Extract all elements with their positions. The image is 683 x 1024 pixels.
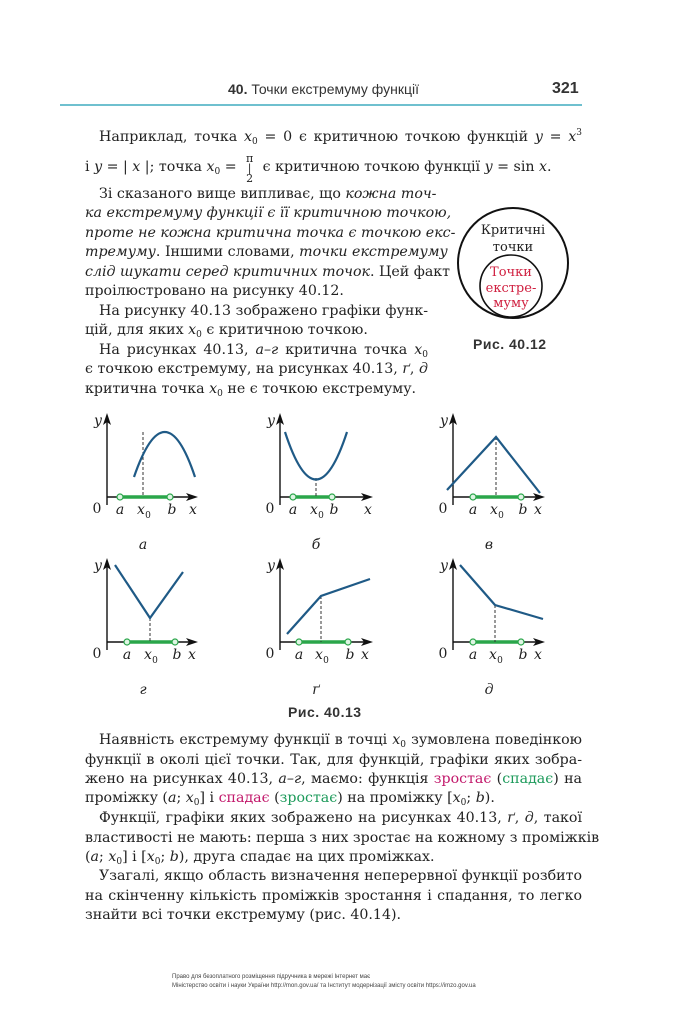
graph-panel [258,554,398,704]
text-segment: тремуму [85,244,156,260]
text-segment: ; [466,790,476,806]
text-line [85,751,582,769]
interval-endpoint-a [124,639,130,645]
panel-letter: в [484,537,494,553]
text-segment: 0 [116,857,123,867]
b-label: b [518,647,528,663]
outer-label-2: точки [492,240,534,255]
function-graph [460,565,543,619]
text-line [85,243,448,261]
graph-panel [431,554,571,704]
text-segment: x [185,790,194,806]
y-axis-label: y [440,413,448,429]
graph-content [266,558,373,698]
text-segment: = 0 є критичною точкою функцій [257,129,535,145]
origin-label: 0 [265,501,275,517]
graph-content [439,558,545,698]
text-segment: зумовлена поведінкою [406,732,582,748]
text-segment: ; [160,849,170,865]
text-segment: x [132,159,141,175]
text-segment: x [188,322,197,338]
inner-label-3: муму [493,296,529,311]
x0-label: x [144,647,152,663]
text-segment: Узагалі, якщо область визначення неперервної функції розбито [99,868,582,884]
text-segment: проте не кожна критична точка є точкою екс- [85,225,456,241]
x0-subscript: 0 [497,656,503,666]
text-segment: ( [269,790,280,806]
text-segment: 0 [214,167,221,177]
outer-label-1: Критичні [480,223,546,238]
text-segment: спадає [502,771,554,787]
section-number: 40. [228,81,248,97]
text-segment: , маємо: функція [301,771,434,787]
text-line [85,204,452,222]
interval-endpoint-b [329,494,335,500]
text-segment: x [108,849,117,865]
text-segment: д [524,810,534,826]
x-axis-label: x [188,647,196,663]
text-segment: і [85,159,95,175]
x0-label: x [310,502,318,518]
text-segment: = [220,159,242,175]
a-label: a [122,647,132,663]
text-segment: критична точка [278,342,415,358]
x0-label: x [315,647,323,663]
text-line [85,185,437,203]
a-label: a [468,647,478,663]
text-segment: На рисунку 40.13 зображено графіки функ- [99,303,428,319]
text-segment: не є точкою екстремуму. [222,381,417,397]
text-segment: спадає [218,790,270,806]
text-segment: ґ [507,810,515,826]
text-line [85,124,582,151]
text-segment: x [206,159,215,175]
text-segment: y [484,159,493,175]
interval-endpoint-b [518,639,524,645]
graph-panel [85,409,225,559]
text-segment: x [414,342,423,358]
origin-label: 0 [438,646,448,662]
x0-label: x [489,647,497,663]
text-segment: Наприклад, точка [99,129,245,145]
text-segment: ка екстремуму функції є її критичною точкою, [85,205,452,221]
interval-endpoint-b [345,639,351,645]
interval-endpoint-a [117,494,123,500]
text-segment: ). [484,790,495,806]
text-segment: ), друга спадає на цих проміжках. [178,849,435,865]
text-segment: = | [102,159,133,175]
a-label: a [294,647,304,663]
text-line [85,263,451,281]
text-line [85,887,582,905]
interval-endpoint-b [518,494,524,500]
x-axis-label: x [189,502,197,518]
panel-letter: д [484,682,494,698]
text-segment: проілюстровано на рисунку 40.12. [85,283,344,299]
text-segment: x [539,159,548,175]
figure-40-12-diagram [450,200,580,330]
origin-label: 0 [265,646,275,662]
origin-label: 0 [92,646,102,662]
b-label: b [172,647,182,663]
text-segment: = sin [492,159,539,175]
text-segment: слід шукати серед критичних точок [85,264,370,280]
text-segment: . Цей факт [369,264,451,280]
text-line [85,770,582,788]
text-segment: x [568,129,577,145]
text-line [85,224,456,242]
text-segment: 0 [154,857,161,867]
b-label: b [167,502,177,518]
b-label: b [518,502,528,518]
function-graph [285,432,347,480]
text-segment: a [90,849,100,865]
x-axis-label: x [364,502,372,518]
text-segment: 0 [193,798,200,808]
footer-line-1: Право для безоплатного розміщення підручника в мережі Інтернет має [172,974,371,980]
text-segment: 0 [217,389,223,399]
graph-content [93,413,198,553]
text-segment: y [534,129,543,145]
header-divider [60,104,582,106]
text-segment: цій, для яких [85,322,189,338]
text-segment: жено на рисунках 40.13, [85,771,279,787]
text-segment: , [514,810,525,826]
x0-label: x [490,502,498,518]
text-segment: Функції, графіки яких зображено на рисунках 40.13, [99,810,508,826]
text-line [85,906,582,924]
text-segment: ( [491,771,503,787]
graph-content [93,558,198,698]
text-segment: x [209,381,218,397]
text-line [85,809,582,827]
function-graph [115,565,183,618]
text-segment: Зі сказаного вище випливає, що [99,186,346,202]
text-line [85,360,428,378]
text-segment: точки екстремуму [299,244,448,260]
origin-label: 0 [438,501,448,517]
text-segment: |; точка [140,159,207,175]
text-segment: x [244,129,253,145]
text-segment: зростає [279,790,338,806]
text-line [85,282,428,300]
text-segment: = [542,129,569,145]
interval-endpoint-a [470,639,476,645]
text-segment: функції в околі цієї точки. Так, для функцій, графіки яких зобра- [85,752,582,768]
text-segment: ) на проміжку [ [337,790,453,806]
interval-endpoint-b [167,494,173,500]
text-segment: знайти всі точки екстремуму (рис. 40.14). [85,907,402,923]
section-title-text: Точки екстремуму функції [251,81,420,97]
text-segment: є критичною точкою. [201,322,368,338]
text-segment: . Іншими словами, [155,244,300,260]
a-label: a [115,502,125,518]
panel-letter: ґ [312,682,320,698]
x0-subscript: 0 [152,656,158,666]
text-segment: ґ [402,361,410,377]
section-title [228,81,419,97]
text-segment: ; [99,849,109,865]
panel-letter: а [138,537,148,553]
page-number: 321 [552,80,579,97]
text-segment: на скінченну кількість проміжків зростання і спадання, то легко [85,888,582,904]
text-segment: є точкою екстремуму, на рисунках 40.13, [85,361,403,377]
y-axis-label: y [94,558,102,574]
x-axis-label: x [534,647,542,663]
text-segment: , такої [533,810,582,826]
panel-letter: г [139,682,147,698]
function-graph [287,579,370,634]
graph-content [266,413,373,553]
text-segment: x [146,849,155,865]
text-segment: x [392,732,401,748]
text-line [85,302,428,320]
y-axis-label: y [267,413,275,429]
x0-subscript: 0 [498,511,504,521]
interval-endpoint-a [290,494,296,500]
x0-subscript: 0 [318,511,324,521]
graph-panel [258,409,398,559]
text-segment: критична точка [85,381,210,397]
graph-content [439,413,545,553]
graph-panel [431,409,571,559]
text-segment: 3 [576,128,582,138]
x-axis-label: x [361,647,369,663]
figure-40-12-caption: Рис. 40.12 [473,336,547,352]
x0-label: x [137,502,145,518]
y-axis-label: y [267,558,275,574]
x0-subscript: 0 [323,656,329,666]
interval-endpoint-b [172,639,178,645]
panel-letter: б [311,537,321,553]
text-segment: ; [176,790,186,806]
x-axis-label: x [534,502,542,518]
b-label: b [329,502,339,518]
text-segment: зростає [433,771,492,787]
text-segment: 0 [422,350,428,360]
text-segment: a [167,790,177,806]
text-segment: 0 [196,330,202,340]
text-line [85,867,582,885]
pi-over-2-fraction: π|2 [243,152,257,182]
text-segment: , [409,361,419,377]
text-segment: b [169,849,179,865]
text-segment: ] і [ [122,849,147,865]
a-label: a [288,502,298,518]
x0-subscript: 0 [145,511,151,521]
inner-label-2: екстре- [485,281,537,296]
text-segment: 0 [252,137,258,147]
function-graph [447,437,540,493]
a-label: a [468,502,478,518]
text-segment: ] і [199,790,219,806]
text-segment: проміжку ( [85,790,168,806]
text-segment: На рисунках 40.13, [99,342,256,358]
text-segment: b [475,790,485,806]
inner-label-1: Точки [490,265,532,280]
text-segment: 0 [400,740,407,750]
text-segment: д [419,361,428,377]
text-segment: а–г [278,771,302,787]
text-segment: властивості не мають: перша з них зростає на кожному з проміжків [85,830,600,846]
text-line [85,829,600,847]
y-axis-label: y [94,413,102,429]
text-segment: x [452,790,461,806]
text-segment: ) на [553,771,582,787]
text-segment: кожна точ- [345,186,437,202]
text-segment: є критичною точкою функції [258,159,485,175]
interval-endpoint-a [296,639,302,645]
y-axis-label: y [440,558,448,574]
origin-label: 0 [92,501,102,517]
text-segment: ( [85,849,91,865]
text-line [85,380,428,403]
text-segment: 0 [460,798,467,808]
interval-endpoint-a [470,494,476,500]
text-segment: Наявність екстремуму функції в точці [99,732,393,748]
text-segment: а–г [255,342,279,358]
graph-panel [85,554,225,704]
text-segment: y [94,159,103,175]
text-line [85,152,582,182]
b-label: b [345,647,355,663]
text-segment: . [547,159,552,175]
figure-40-13-caption: Рис. 40.13 [288,704,362,720]
footer-line-2: Міністерство освіти і науки України http://mon.gov.ua/ та Інститут модернізації змісту освіти https://imzo.gov.ua [172,983,476,989]
